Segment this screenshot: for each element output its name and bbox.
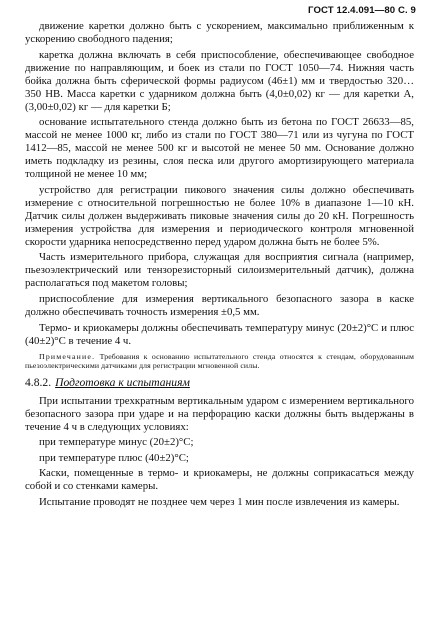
paragraph-helmet-placement: Каски, помещенные в термо- и криокамеры, не должны соприкасаться между собой и со стенками камеры. [25,467,414,493]
paragraph-carriage-design: каретка должна включать в себя приспособление, обеспечивающее свободное движение по направляющим, и боек из стали по ГОСТ 1050—74. Нижняя часть бойка должна быть сферической формы радиусом (46±1) мм и твердостью 320…350 НВ. Масса каретки с ударником должна быть (4,0±0,02) кг — для каретки А, (3,00±0,02) кг — для каретки Б; [25,48,414,113]
paragraph-hot-condition: при температуре плюс (40±2)°С; [39,451,189,464]
paragraph-stand-base: основание испытательного стенда должно быть из бетона по ГОСТ 26633—85, массой не менее 1000 кг, либо из стали по ГОСТ 380—71 или из чугуна по ГОСТ 1412—85, массой не менее 500 кг и высотой не менее 50 мм. Основание должно иметь подкладку из резины, слоя песка или другого амортизирующего материала толщиной не менее 10 мм; [25,116,414,181]
paragraph-cold-condition: при температуре минус (20±2)°С; [39,436,194,449]
paragraph-sensor-location: Часть измерительного прибора, служащая для восприятия сигнала (например, пьезоэлектрический или тензорезисторный силоизмерительный датчик), должна располагаться под макетом головы; [25,251,414,290]
note [25,352,414,371]
note-text: Требования к основанию испытательного стенда относятся к стендам, оборудованным пьезоэлектрическими датчиками для регистрации мгновенной силы. [25,351,414,371]
subsection-title: Подготовка к испытаниям [55,375,190,389]
paragraph-force-recorder: устройство для регистрации пикового значения силы должно обеспечивать измерение с относительной погрешностью не более 10% в диапазоне 1—10 кН. Датчик силы должен выдерживать пиковые значения силы до 20 кН. Погрешность измерения устройства для измерения и периодического контроля мгновенной скорости ударника непосредственно перед ударом должна быть не более 5%. [25,183,414,248]
subsection-heading [25,376,414,389]
paragraph-carriage-acceleration: движение каретки должно быть с ускорением, максимально приближенным к ускорению свободного падения; [25,20,414,45]
page-header [283,5,416,16]
paragraph-test-timing: Испытание проводят не позднее чем через 1 мин после извлечения из камеры. [39,495,400,508]
page-number: С. 9 [398,5,416,16]
paragraph-chambers: Термо- и криокамеры должны обеспечивать температуру минус (20±2)°С и плюс (40±2)°С в течение 4 ч. [25,321,414,347]
note-label: Примечание. [39,351,96,361]
subsection-number: 4.8.2. [25,375,52,389]
paragraph-clearance-device: приспособление для измерения вертикального безопасного зазора в каске должно обеспечивать точность измерения ±0,5 мм. [25,292,414,318]
paragraph-conditioning: При испытании трехкратным вертикальным ударом с измерением вертикального безопасного зазора при ударе и на перфорацию каски должны быть выдержаны в течение 4 ч в следующих условиях: [25,394,414,433]
standard-number: ГОСТ 12.4.091—80 [308,5,396,16]
document-body [25,20,414,512]
